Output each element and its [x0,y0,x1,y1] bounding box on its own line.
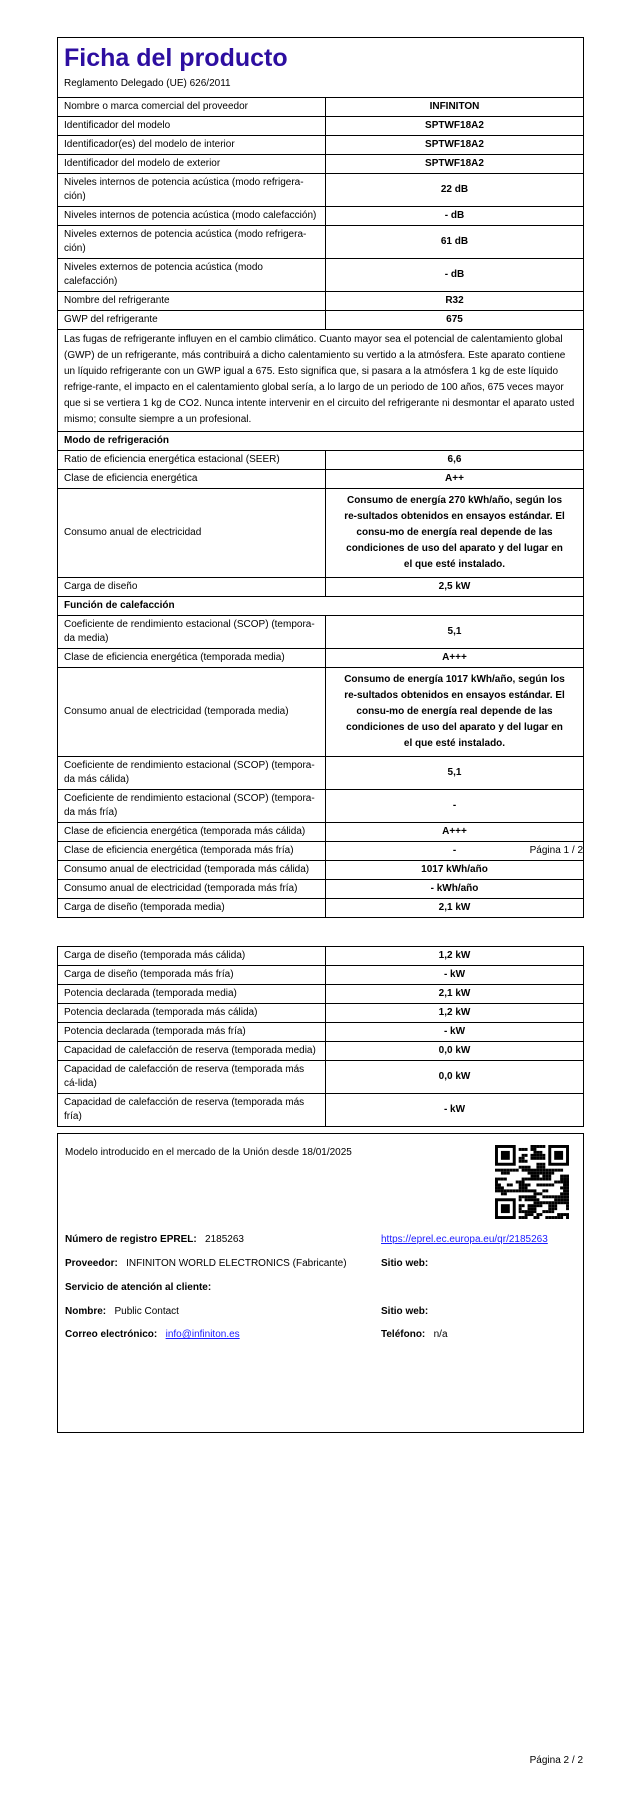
gwp-note [58,330,583,432]
row-value: SPTWF18A2 [326,117,584,136]
table-row [58,823,583,842]
row-value: INFINITON [326,98,584,117]
phone-line [381,1329,448,1340]
table-row [58,861,583,880]
row-value: SPTWF18A2 [326,155,584,174]
phone-value: n/a [433,1329,448,1340]
row-value: R32 [326,292,584,311]
gwp-note-text: Las fugas de refrigerante influyen en el cambio climático. Cuanto mayor sea el potencial de calentamiento global (GWP) de un refrigerante, más contribuirá a dicho calentamiento su vertido a la atmósfera. Este aparato contiene un líquido refrigerante con un GWP igual a 675. Esto significa que, si pasara a la atmósfera 1 kg de este líquido refrige-rante, el impacto en el calentamiento global sería, a lo largo de un periodo de 100 años, 675 veces mayor que si se vertiera 1 kg de CO2. Nunca intente intervenir en el circuito del refrigerante ni desmontar el aparato usted mismo; consulte siempre a un profesional. [58,330,583,432]
row-label: Consumo anual de electricidad (temporada media) [58,668,326,757]
table-row [58,207,583,226]
row-value: 5,1 [326,616,584,649]
row-label: Identificador del modelo [58,117,326,136]
website-label [381,1258,428,1269]
table-row [58,117,583,136]
section-heading-heating-text: Función de calefacción [58,597,583,616]
eprel-link-wrap [381,1234,548,1245]
row-value: SPTWF18A2 [326,136,584,155]
supplier-line [65,1258,347,1269]
row-value: Consumo de energía 270 kWh/año, según los re-sultados obtenidos en ensayos estándar. El consu-mo de energía real depende de las condiciones de uso del aparato y del lugar en el que esté instalado. [326,489,584,578]
row-label: Nombre del refrigerante [58,292,326,311]
table-row [58,98,583,117]
table-row [58,578,583,597]
row-label: Potencia declarada (temporada media) [58,985,326,1004]
row-value: - [326,842,584,861]
row-value: Consumo de energía 1017 kWh/año, según los re-sultados obtenidos en ensayos estándar. El consu-mo de energía real depende de las condiciones de uso del aparato y del lugar en el que esté instalado. [326,668,584,757]
table-row [58,985,583,1004]
row-value: - kW [326,1023,584,1042]
table-row [58,1094,583,1127]
row-label: Ratio de eficiencia energética estacional (SEER) [58,451,326,470]
row-value: 675 [326,311,584,330]
row-label: Consumo anual de electricidad (temporada más cálida) [58,861,326,880]
row-value: 2,1 kW [326,985,584,1004]
row-value: 2,5 kW [326,578,584,597]
table-row [58,1042,583,1061]
eprel-label: Número de registro EPREL: [65,1234,197,1245]
customer-service-label: Servicio de atención al cliente: [65,1282,212,1293]
row-label: Carga de diseño [58,578,326,597]
table-row [58,880,583,899]
table-row [58,616,583,649]
table-row [58,174,583,207]
email-label: Correo electrónico: [65,1329,158,1340]
market-date-text: Modelo introducido en el mercado de la Unión desde 18/01/2025 [65,1147,352,1158]
row-label: Carga de diseño (temporada más fría) [58,966,326,985]
row-label: Potencia declarada (temporada más fría) [58,1023,326,1042]
row-label: Capacidad de calefacción de reserva (temporada más fría) [58,1094,326,1127]
table-row [58,489,583,578]
supplier-name: INFINITON WORLD ELECTRONICS (Fabricante) [126,1258,347,1269]
row-value: - kW [326,966,584,985]
spec-table-continued [58,947,583,1126]
row-label: Clase de eficiencia energética (temporada más cálida) [58,823,326,842]
table-row [58,470,583,489]
row-value: 1,2 kW [438,950,471,961]
row-label: Potencia declarada (temporada más cálida) [58,1004,326,1023]
contact-name-line [65,1306,179,1317]
contact-name: Public Contact [114,1306,179,1317]
page-number: Página 2 / 2 [529,1755,583,1766]
row-label: Capacidad de calefacción de reserva (temporada más cá-lida) [58,1061,326,1094]
row-label: GWP del refrigerante [58,311,326,330]
website2-label-text: Sitio web: [381,1306,429,1317]
row-value: 1017 kWh/año [326,861,584,880]
row-label: Consumo anual de electricidad (temporada más fría) [58,880,326,899]
row-label: Coeficiente de rendimiento estacional (SCOP) (tempora-da media) [58,616,326,649]
table-row [58,311,583,330]
table-row [58,649,583,668]
table-row [58,451,583,470]
table-row [58,899,583,918]
table-row [58,1023,583,1042]
row-label: Coeficiente de rendimiento estacional (SCOP) (tempora-da más fría) [58,790,326,823]
table-row [58,842,583,861]
row-label: Nombre o marca comercial del proveedor [58,98,326,117]
table-row [58,790,583,823]
eprel-registration [65,1234,244,1245]
page-number: Página 1 / 2 [529,845,583,856]
row-value: A+++ [326,649,584,668]
row-label: Identificador del modelo de exterior [58,155,326,174]
qr-code-icon[interactable] [495,1145,569,1219]
row-label: Coeficiente de rendimiento estacional (SCOP) (tempora-da más cálida) [58,757,326,790]
section-heading-cooling [58,432,583,451]
table-row [58,1061,583,1094]
row-value: 0,0 kW [326,1061,584,1094]
table-row [58,155,583,174]
row-value: - kW [326,1094,584,1127]
email-line [65,1329,240,1340]
supplier-label: Proveedor: [65,1258,118,1269]
row-value: - dB [326,207,584,226]
row-label: Niveles internos de potencia acústica (modo refrigera-ción) [58,174,326,207]
row-label: Niveles externos de potencia acústica (modo refrigera-ción) [58,226,326,259]
section-heading-heating [58,597,583,616]
table-row [58,757,583,790]
section-heading-cooling-text: Modo de refrigeración [58,432,583,451]
row-value: - [326,790,584,823]
row-value: A+++ [326,823,584,842]
row-value: 61 dB [326,226,584,259]
spec-table [58,97,583,917]
table-row [58,226,583,259]
eprel-number: 2185263 [205,1234,244,1245]
row-value: 22 dB [326,174,584,207]
row-label: Capacidad de calefacción de reserva (temporada media) [58,1042,326,1061]
table-row [58,947,583,966]
row-label: Niveles internos de potencia acústica (modo calefacción) [58,207,326,226]
row-label: Clase de eficiencia energética (temporada media) [58,649,326,668]
contact-name-label: Nombre: [65,1306,107,1317]
website2-label [381,1306,428,1317]
table-row [58,136,583,155]
row-value: 0,0 kW [326,1042,584,1061]
product-sheet-page-1 [57,37,584,918]
row-value: A++ [326,470,584,489]
supplier-info-box [57,1133,584,1433]
row-value: - kWh/año [326,880,584,899]
customer-service-heading [65,1282,211,1293]
product-sheet-page-2 [57,946,584,1127]
regulation-text: Reglamento Delegado (UE) 626/2011 [64,78,231,89]
row-value: 1,2 kW [326,1004,584,1023]
row-value: 5,1 [326,757,584,790]
row-label: Consumo anual de electricidad [58,489,326,578]
eprel-link[interactable]: https://eprel.ec.europa.eu/qr/2185263 [381,1234,548,1245]
row-value: - dB [326,259,584,292]
table-row [58,292,583,311]
row-label: Identificador(es) del modelo de interior [58,136,326,155]
row-value: 6,6 [326,451,584,470]
email-link[interactable]: info@infiniton.es [165,1329,240,1340]
website-label-text: Sitio web: [381,1258,429,1269]
row-label: Niveles externos de potencia acústica (modo calefacción) [58,259,326,292]
phone-label: Teléfono: [381,1329,426,1340]
table-row [58,1004,583,1023]
row-label: Carga de diseño (temporada media) [58,899,326,918]
row-value: 2,1 kW [326,899,584,918]
table-row [58,966,583,985]
page-title: Ficha del producto [64,44,288,72]
table-row [58,668,583,757]
table-row [58,259,583,292]
row-label: Clase de eficiencia energética (temporada más fría) [58,842,326,861]
row-label: Clase de eficiencia energética [58,470,326,489]
row-label: Carga de diseño (temporada más cálida) [58,947,326,966]
